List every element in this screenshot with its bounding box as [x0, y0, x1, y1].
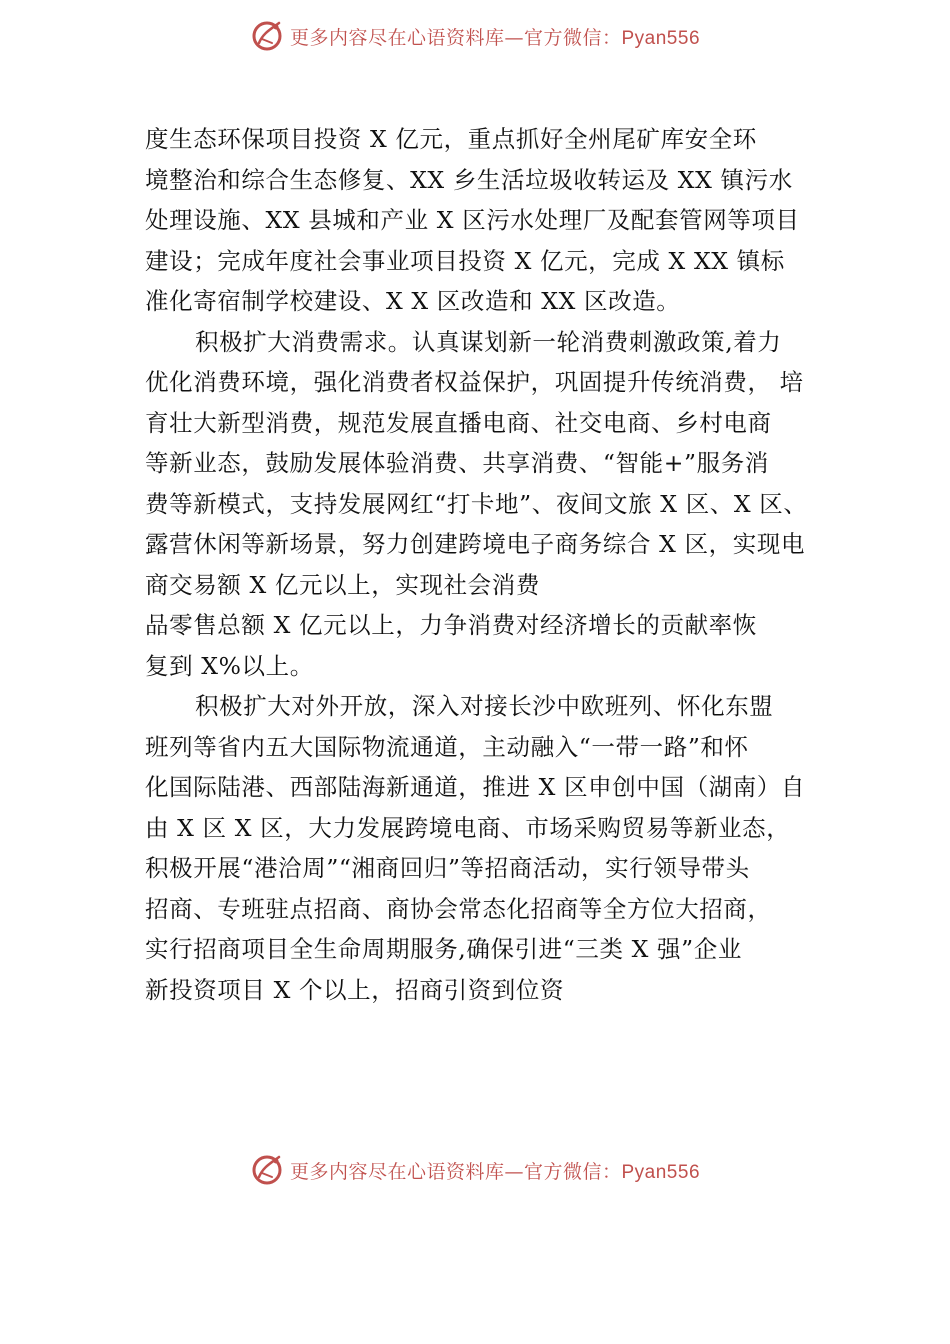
- text-line: 境整治和综合生态修复、XX 乡生活垃圾收转运及 XX 镇污水: [145, 165, 793, 194]
- text-line: 商交易额 X 亿元以上，实现社会消费: [145, 570, 540, 599]
- text-line: 积极扩大消费需求。认真谋划新一轮消费刺激政策,着力: [195, 327, 782, 356]
- text-line: 由 X 区 X 区，大力发展跨境电商、市场采购贸易等新业态，: [145, 813, 791, 842]
- footer-banner: [0, 1150, 950, 1190]
- header-banner-text: 更多内容尽在心语资料库—官方微信：Pyan556: [289, 26, 701, 49]
- header-wechat-id: Pyan556: [621, 27, 701, 49]
- text-line: 等新业态，鼓励发展体验消费、共享消费、“智能+”服务消: [145, 449, 769, 477]
- publisher-logo-icon: [250, 1153, 284, 1187]
- text-line: 费等新模式，支持发展网红“打卡地”、夜间文旅 X 区、X 区、: [145, 489, 808, 518]
- text-line: 处理设施、XX 县城和产业 X 区污水处理厂及配套管网等项目: [145, 206, 800, 234]
- text-line: 新投资项目 X 个以上，招商引资到位资: [145, 975, 565, 1004]
- text-line: 积极开展“港洽周”“湘商回归”等招商活动，实行领导带头: [145, 854, 750, 882]
- text-line: 实行招商项目全生命周期服务,确保引进“三类 X 强”企业: [145, 935, 742, 963]
- text-line: 复到 X%以上。: [145, 651, 314, 680]
- header-banner: [0, 16, 950, 56]
- publisher-logo-icon: [250, 19, 284, 53]
- text-line: 班列等省内五大国际物流通道，主动融入“一带一路”和怀: [145, 732, 749, 761]
- text-line: 育壮大新型消费，规范发展直播电商、社交电商、乡村电商: [145, 408, 772, 437]
- text-line: 度生态环保项目投资 X 亿元，重点抓好全州尾矿库安全环: [145, 125, 757, 153]
- text-line: 优化消费环境，强化消费者权益保护，巩固提升传统消费， 培: [145, 368, 804, 396]
- text-line: 品零售总额 X 亿元以上，力争消费对经济增长的贡献率恢: [145, 611, 757, 639]
- text-line: 露营休闲等新场景，努力创建跨境电子商务综合 X 区，实现电: [145, 530, 806, 558]
- text-line: 积极扩大对外开放，深入对接长沙中欧班列、怀化东盟: [195, 692, 774, 720]
- footer-wechat-id: Pyan556: [621, 1161, 701, 1183]
- footer-banner-text: 更多内容尽在心语资料库—官方微信：Pyan556: [289, 1160, 701, 1183]
- text-line: 建设；完成年度社会事业项目投资 X 亿元，完成 X XX 镇标: [145, 246, 785, 275]
- text-line: 化国际陆港、西部陆海新通道，推进 X 区申创中国（湖南）自: [145, 773, 806, 801]
- document-body: [145, 119, 825, 1010]
- text-line: 招商、专班驻点招商、商协会常态化招商等全方位大招商，: [145, 894, 772, 923]
- text-line: 准化寄宿制学校建设、X X 区改造和 XX 区改造。: [145, 287, 681, 315]
